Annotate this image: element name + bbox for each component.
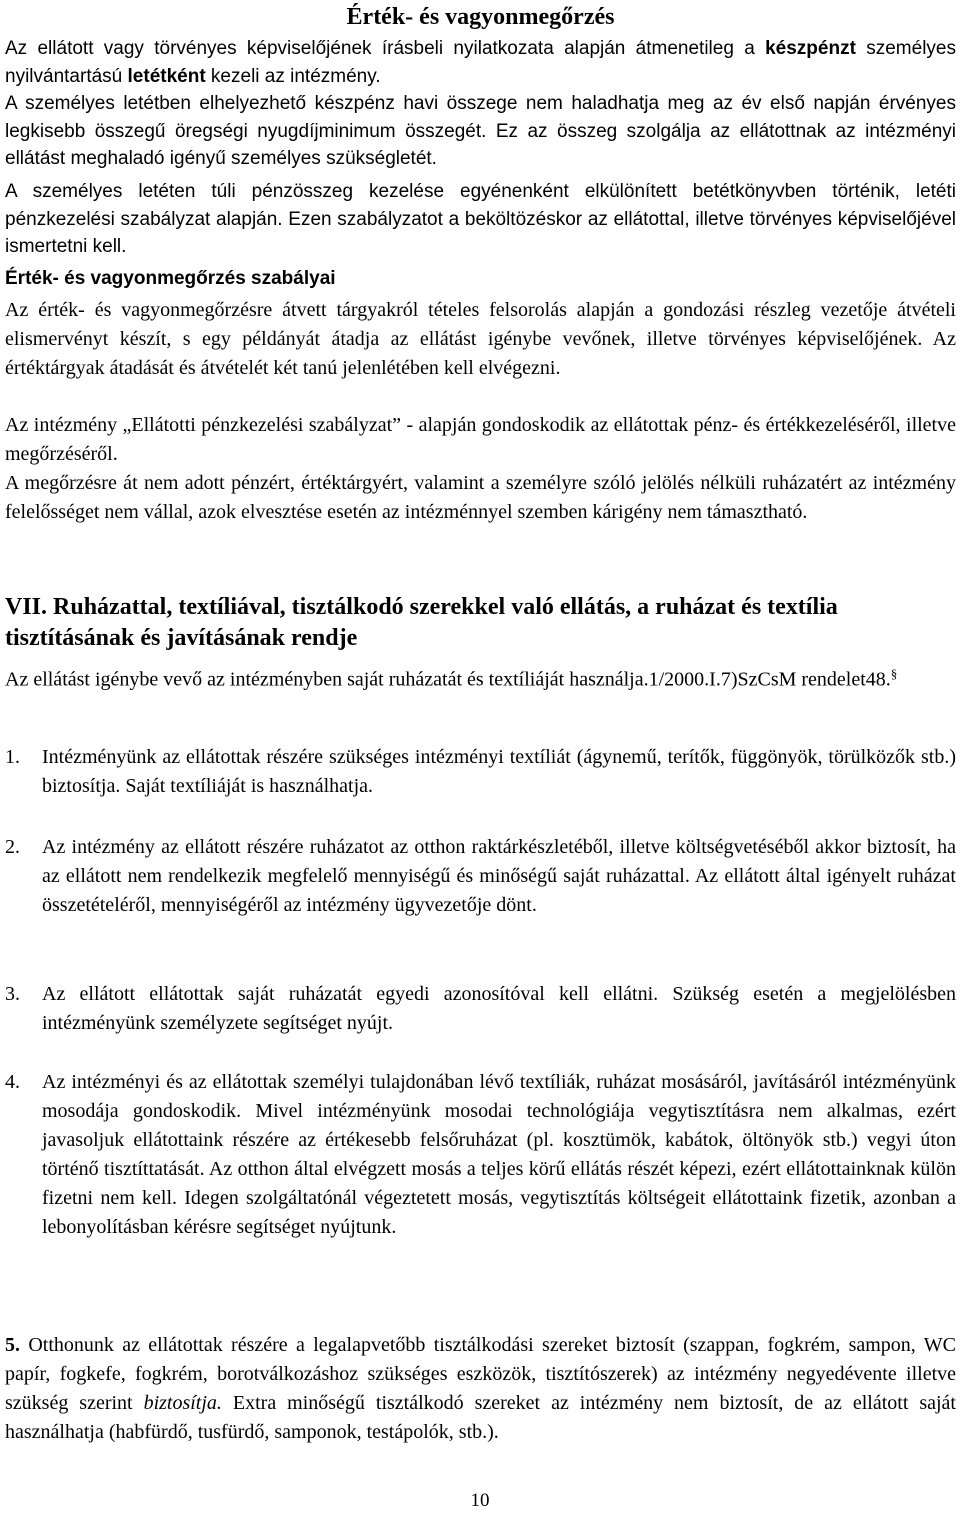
paragraph-deposit-book: A személyes letéten túli pénzösszeg kezelése egyénenként elkülönített betétkönyvben történik, letéti pénzkezelési szabályzat alapján. Ezen szabályzatot a beköltözéskor az ellátottal, illetve törvényes képviselőjével ismertetni kell.: [5, 181, 956, 257]
list-item: 4. Az intézményi és az ellátottak személyi tulajdonában lévő textíliák, ruházat mosásáról, javításáról intézményünk mosodája gondoskodik. Mivel intézményünk mosodai technológiája vegytisztításra nem alkalmas, ezért javasoljuk ellátottaink részére az értékesebb felsőruházat (pl. kosztümök, kabátok, öltönyök stb.) vegyi úton történő tisztíttatását. Az otthon által elvégzett mosás a teljes körű ellátás részét képezi, ezért ellátottainknak külön fizetni nem kell. Idegen szolgáltatónál végeztetett mosás, vegytisztítás költségeit ellátottaink fizetik, azonban a lebonyolításban kérésre segítséget nyújtunk.: [5, 1071, 956, 1238]
list-item: 2. Az intézmény az ellátott részére ruházatot az otthon raktárkészletéből, illetve költségvetéséből akkor biztosít, ha az ellátott nem rendelkezik megfelelő mennyiségű és minőségű saját ruházattal. Az ellátott által igényelt ruházat összetételéről, mennyiségéről az intézmény ügyvezetője dönt.: [5, 836, 956, 916]
paragraph-liability: A megőrzésre át nem adott pénzért, értéktárgyért, valamint a személyre szóló jelölés nélküli ruházatért az intézmény felelősséget nem vállal, azok elvesztése esetén az intézménnyel szemben kárigény nem támasztható.: [5, 472, 956, 523]
list-item-5: 5. Otthonunk az ellátottak részére a legalapvetőbb tisztálkodási szereket biztosít (szappan, fogkrém, sampon, WC papír, fogkefe, fogkrém, borotválkozáshoz szükséges eszközök, tisztítószerek) az intézmény negyedévente illetve szükség szerint biztosítja. Extra minőségű tisztálkodó szereket az intézmény nem biztosít, de az ellátott saját használhatja (habfürdő, tusfürdő, samponok, testápolók, stb.).: [5, 1334, 956, 1443]
list-item: 3. Az ellátott ellátottak saját ruházatát egyedi azonosítóval kell ellátni. Szükség esetén a megjelölésben intézményünk személyzete segítséget nyújt.: [5, 983, 956, 1034]
rules-heading: Érték- és vagyonmegőrzés szabályai: [5, 268, 336, 289]
section-vii-title: VII. Ruházattal, textíliával, tisztálkodó szerekkel való ellátás, a ruházat és textília tisztításának és javításának rendje: [5, 594, 838, 651]
list-item: 1. Intézményünk az ellátottak részére szükséges intézményi textíliát (ágynemű, terítők, függönyök, törülközők stb.) biztosítja. Saját textíliáját is használhatja.: [5, 746, 956, 797]
paragraph-deposit-intro: Az ellátott vagy törvényes képviselőjének írásbeli nyilatkozata alapján átmenetileg a készpénzt személyes nyilvántartású letétként kezeli az intézmény.: [5, 38, 956, 87]
section-title: Érték- és vagyonmegőrzés: [346, 4, 615, 30]
paragraph-deposit-limit: A személyes letétben elhelyezhető készpénz havi összege nem haladhatja meg az év első napján érvényes legkisebb összegű öregségi nyugdíjminimum összegét. Ez az összeg szolgálja az ellátottnak az intézményi ellátást meghaladó igényű személyes szükségletét.: [5, 93, 956, 169]
paragraph-receipt: Az érték- és vagyonmegőrzésre átvett tárgyakról tételes felsorolás alapján a gondozási részleg vezetője átvételi elismervényt készít, s egy példányát átadja az ellátást igénybe vevőnek, illetve törvényes képviselőjének. Az értéktárgyak átadását és átvételét két tanú jelenlétében kell elvégezni.: [5, 299, 956, 379]
paragraph-clothing-intro: Az ellátást igénybe vevő az intézményben saját ruházatát és textíliáját használja.1/2000.I.7)SzCsM rendelet48.§: [5, 666, 898, 691]
section-mark: §: [890, 666, 898, 681]
page-number: 10: [470, 1490, 490, 1511]
paragraph-regulation: Az intézmény „Ellátotti pénzkezelési szabályzat” - alapján gondoskodik az ellátottak pénz- és értékkezeléséről, illetve megőrzéséről.: [5, 414, 956, 465]
